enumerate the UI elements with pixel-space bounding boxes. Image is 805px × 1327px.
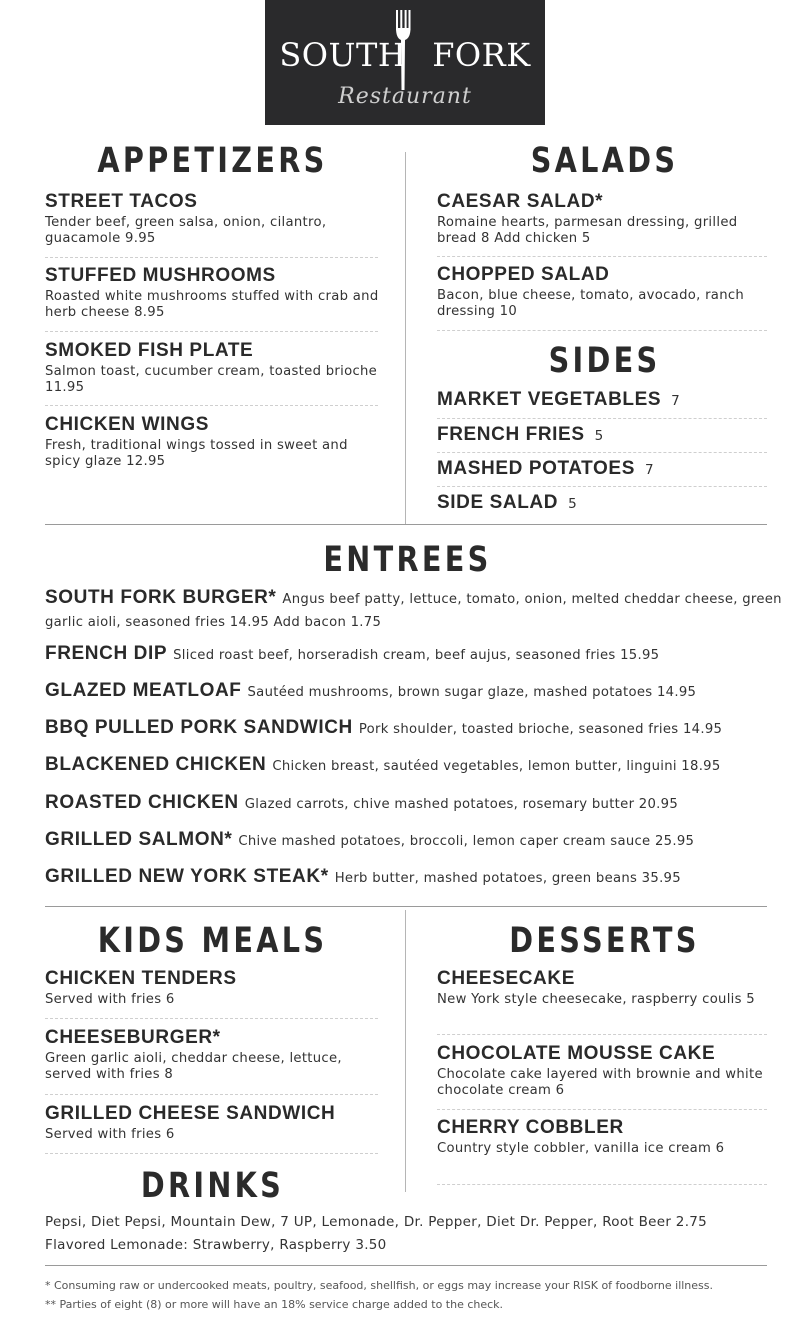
item-separator [437, 1184, 767, 1185]
item-description: Pork shoulder, toasted brioche, seasoned fries 14.95 [358, 722, 723, 737]
item-separator [437, 452, 767, 453]
item-description: New York style cheesecake, raspberry coulis 5 [437, 992, 756, 1007]
entree-item [45, 792, 795, 815]
drinks-line: Pepsi, Diet Pepsi, Mountain Dew, 7 UP, Lemonade, Dr. Pepper, Diet Dr. Pepper, Root Beer 2.75 [45, 1214, 708, 1230]
salads-heading: SALADS [530, 141, 679, 181]
item-title: CHERRY COBBLER [437, 1117, 624, 1138]
item-description: Sliced roast beef, horseradish cream, beef aujus, seasoned fries 15.95 [173, 648, 660, 663]
item-title: BBQ PULLED PORK SANDWICH [45, 717, 353, 738]
drinks-line: Flavored Lemonade: Strawberry, Raspberry 3.50 [45, 1237, 387, 1253]
logo-subtitle: Restaurant [338, 84, 472, 109]
menu-item [45, 1103, 385, 1143]
item-title: ROASTED CHICKEN [45, 792, 239, 813]
menu-item [45, 414, 385, 470]
menu-item [437, 968, 777, 1008]
item-description: Chicken breast, sautéed vegetables, lemon butter, linguini 18.95 [272, 759, 721, 774]
item-title: GRILLED SALMON* [45, 829, 233, 850]
item-separator [437, 256, 767, 257]
menu-item [437, 1043, 777, 1099]
item-description: Bacon, blue cheese, tomato, avocado, ranch dressing 10 [437, 288, 745, 319]
column-divider-bottom [405, 910, 406, 1192]
sides-heading: SIDES [548, 341, 661, 381]
item-separator [45, 1094, 378, 1095]
entree-item [45, 829, 795, 852]
item-separator [437, 418, 767, 419]
item-description: Fresh, traditional wings tossed in sweet and spicy glaze 12.95 [45, 438, 348, 469]
menu-item [45, 968, 385, 1008]
item-separator [45, 1018, 378, 1019]
item-title: CHEESEBURGER* [45, 1027, 221, 1048]
item-description: Sautéed mushrooms, brown sugar glaze, mashed potatoes 14.95 [247, 685, 697, 700]
menu-item [437, 1117, 777, 1157]
item-title: STREET TACOS [45, 191, 198, 212]
section-divider-entrees-top [45, 524, 767, 525]
entree-item [45, 717, 795, 740]
item-description: Herb butter, mashed potatoes, green beans 35.95 [334, 871, 681, 886]
entree-item [45, 587, 795, 633]
item-title: BLACKENED CHICKEN [45, 754, 267, 775]
menu-item [437, 191, 777, 247]
desserts-heading: DESSERTS [509, 921, 700, 961]
item-title: CHEESECAKE [437, 968, 575, 989]
item-description: Roasted white mushrooms stuffed with crab and herb cheese 8.95 [45, 289, 379, 320]
menu-item [437, 264, 777, 320]
column-divider-top [405, 152, 406, 524]
item-separator [45, 1153, 378, 1154]
side-item [437, 389, 680, 411]
item-separator [437, 486, 767, 487]
appetizers-heading: APPETIZERS [97, 141, 328, 181]
item-description: Salmon toast, cucumber cream, toasted brioche 11.95 [45, 364, 378, 395]
item-price: 5 [568, 496, 577, 512]
item-title: MASHED POTATOES [437, 458, 635, 479]
menu-item [45, 1027, 385, 1083]
item-separator [45, 405, 378, 406]
menu-item [45, 265, 385, 321]
item-description: Glazed carrots, chive mashed potatoes, rosemary butter 20.95 [244, 797, 679, 812]
entrees-heading: ENTREES [323, 540, 492, 580]
item-separator [437, 1034, 767, 1035]
footnote-service-charge: ** Parties of eight (8) or more will have an 18% service charge added to the check. [45, 1298, 504, 1311]
fork-icon [393, 8, 413, 92]
item-separator [45, 257, 378, 258]
item-title: GRILLED CHEESE SANDWICH [45, 1103, 336, 1124]
entree-item [45, 866, 795, 889]
section-divider-footer [45, 1265, 767, 1266]
item-title: CHOCOLATE MOUSSE CAKE [437, 1043, 716, 1064]
item-description: Served with fries 6 [45, 992, 175, 1007]
item-description: Romaine hearts, parmesan dressing, grilled bread 8 Add chicken 5 [437, 215, 738, 246]
item-title: MARKET VEGETABLES [437, 389, 662, 410]
menu-item [45, 340, 385, 396]
entree-item [45, 680, 795, 703]
item-title: GLAZED MEATLOAF [45, 680, 242, 701]
item-title: SMOKED FISH PLATE [45, 340, 254, 361]
entree-item [45, 754, 795, 777]
item-title: CAESAR SALAD* [437, 191, 604, 212]
item-title: CHICKEN TENDERS [45, 968, 237, 989]
side-item [437, 492, 577, 514]
entree-item [45, 643, 795, 666]
item-description: Served with fries 6 [45, 1127, 175, 1142]
side-item [437, 458, 654, 480]
item-title: STUFFED MUSHROOMS [45, 265, 276, 286]
item-separator [45, 331, 378, 332]
item-description: Angus beef patty, lettuce, tomato, onion, melted cheddar cheese, green garlic aioli, seasoned fries 14.95 Add bacon 1.75 [45, 592, 782, 630]
item-title: CHOPPED SALAD [437, 264, 610, 285]
footnote-raw-food-warning: * Consuming raw or undercooked meats, poultry, seafood, shellfish, or eggs may increase your RISK of foodborne illness. [45, 1279, 714, 1292]
kids-meals-heading: KIDS MEALS [97, 921, 328, 961]
item-description: Country style cobbler, vanilla ice cream 6 [437, 1141, 725, 1156]
item-separator [437, 330, 767, 331]
item-price: 5 [594, 428, 604, 444]
restaurant-logo [265, 0, 545, 125]
menu-item [45, 191, 385, 247]
item-title: FRENCH DIP [45, 643, 168, 664]
item-title: SOUTH FORK BURGER* [45, 587, 277, 608]
item-title: GRILLED NEW YORK STEAK* [45, 866, 329, 887]
item-description: Chive mashed potatoes, broccoli, lemon caper cream sauce 25.95 [238, 834, 695, 849]
item-price: 7 [644, 462, 654, 478]
item-separator [437, 1109, 767, 1110]
logo-word-south: SOUTH [279, 36, 407, 74]
item-title: SIDE SALAD [437, 492, 559, 513]
section-divider-entrees-bottom [45, 906, 767, 907]
side-item [437, 424, 603, 446]
drinks-heading: DRINKS [140, 1166, 285, 1206]
item-description: Chocolate cake layered with brownie and white chocolate cream 6 [437, 1067, 763, 1098]
item-title: FRENCH FRIES [437, 424, 585, 445]
item-description: Green garlic aioli, cheddar cheese, lettuce, served with fries 8 [45, 1051, 342, 1082]
item-description: Tender beef, green salsa, onion, cilantro, guacamole 9.95 [45, 215, 327, 246]
logo-word-fork: FORK [432, 36, 531, 74]
item-price: 7 [671, 393, 680, 409]
item-title: CHICKEN WINGS [45, 414, 210, 435]
